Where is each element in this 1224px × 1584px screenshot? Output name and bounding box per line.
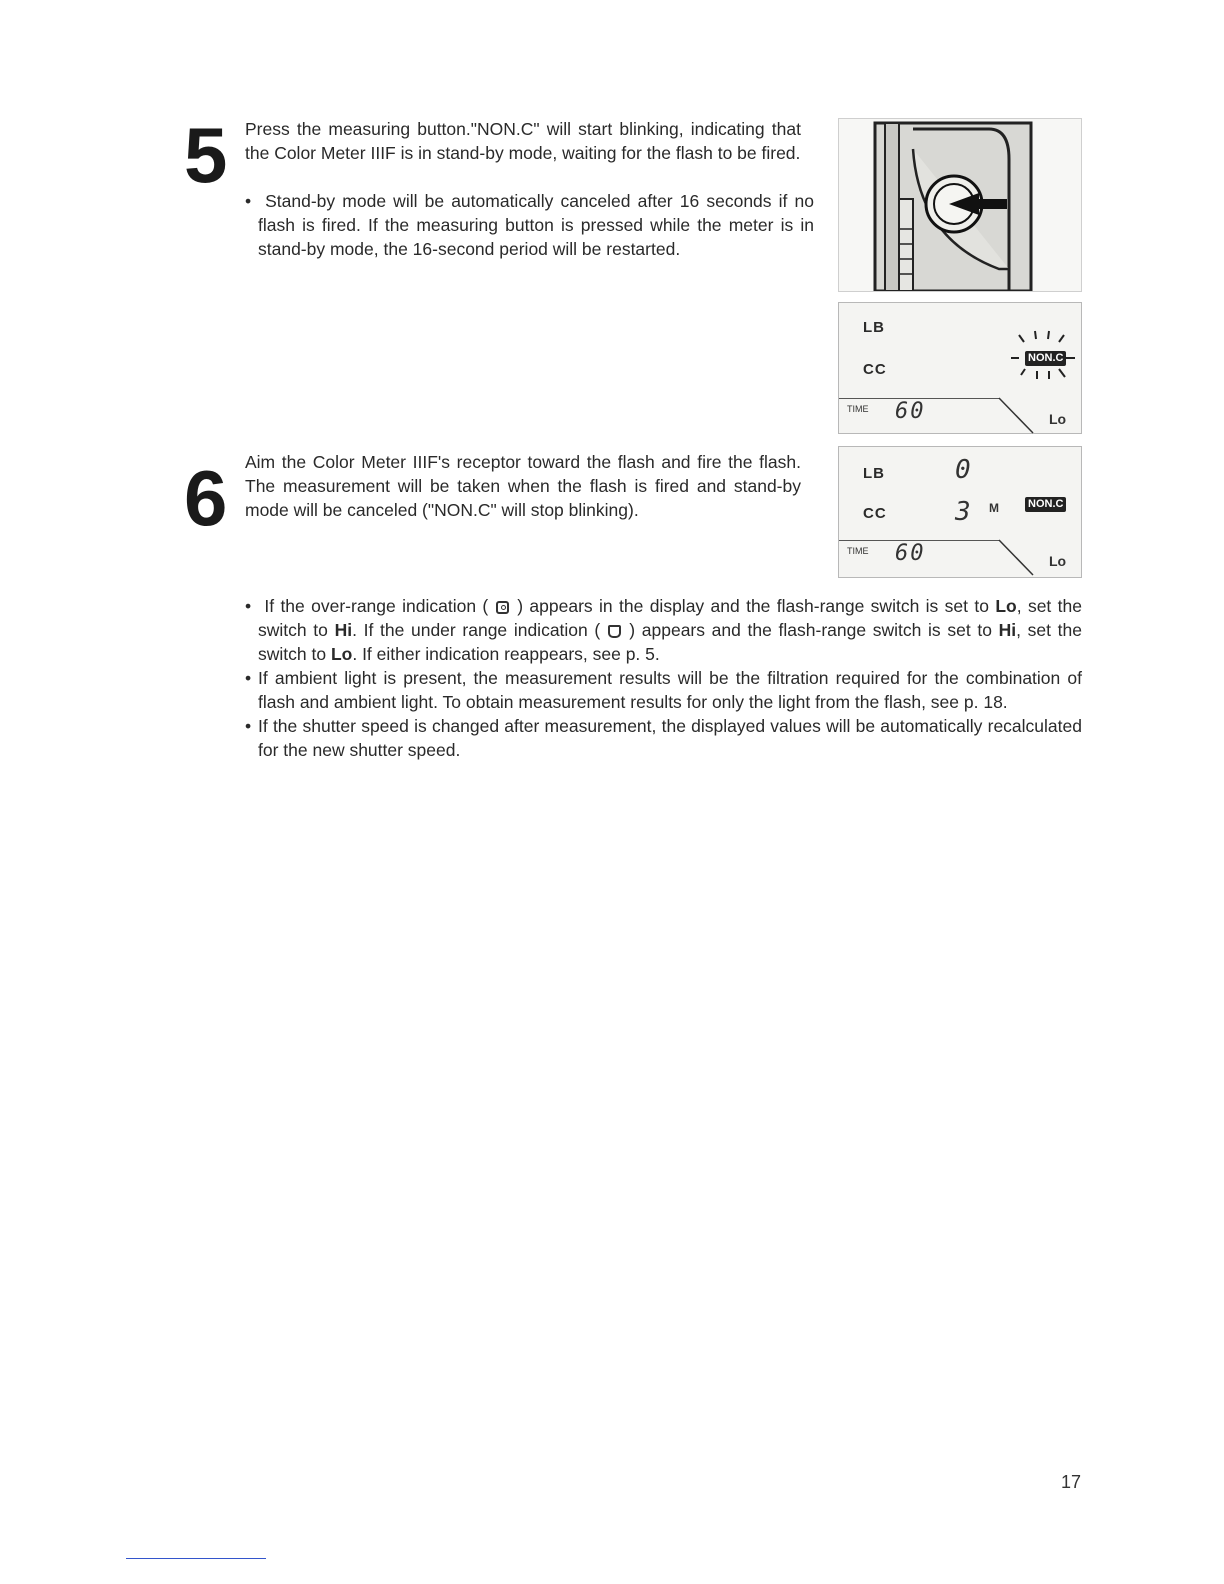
- note-shutter-speed: [245, 714, 1082, 762]
- lcd1-range-slash: [997, 397, 1037, 437]
- note1-hi2: Hi: [998, 620, 1017, 640]
- lcd2-cc-value: 3: [955, 497, 973, 527]
- note1-part-e: ) appears and the flash-range switch is set to: [629, 620, 992, 640]
- lcd1-cc-label: CC: [863, 361, 887, 378]
- step5-intro: Press the measuring button."NON.C" will start blinking, indicating that the Color Meter IIIF is in stand-by mode, waiting for the flash to be fired.: [245, 119, 801, 163]
- notes-list: [245, 594, 1082, 762]
- lcd2-nonc-badge: NON.C: [1025, 497, 1066, 512]
- step5-text: [245, 117, 801, 165]
- meter-body-drawing: [839, 119, 1081, 291]
- lcd2-time-label: TIME: [847, 546, 869, 556]
- lcd2-cc-label: CC: [863, 505, 887, 522]
- step5-bullet-text: Stand-by mode will be automatically canceled after 16 seconds if no flash is fired. If the measuring button is pressed while the meter is in stand-by mode, the 16-second period will be restarted.: [258, 191, 814, 259]
- under-range-icon: [608, 625, 621, 638]
- footer-rule: [126, 1558, 266, 1559]
- step6-intro: Aim the Color Meter IIIF's receptor toward the flash and fire the flash. The measurement will be taken when the flash is fired and stand-by mode will be canceled ("NON.C" will stop blinking).: [245, 452, 801, 520]
- note1-part-c: , set the switch to: [258, 596, 1082, 640]
- lcd-display-standby: [838, 302, 1082, 434]
- page-number: 17: [1061, 1472, 1082, 1492]
- step6-text: [245, 450, 801, 522]
- lcd1-range: Lo: [1049, 411, 1067, 427]
- note1-hi: Hi: [334, 620, 353, 640]
- note1-part-f: , set the switch to: [258, 620, 1082, 664]
- note-ambient-light: [245, 666, 1082, 714]
- over-range-icon: [496, 601, 509, 614]
- note1-part-g: . If either indication reappears, see p. 5.: [352, 644, 660, 664]
- lcd2-cc-unit: M: [989, 501, 999, 515]
- step-number-6: 6: [184, 454, 228, 542]
- note1-part-d: . If the under range indication (: [352, 620, 601, 640]
- lcd2-lb-label: LB: [863, 465, 885, 482]
- lcd2-range-slash: [997, 539, 1037, 579]
- note1-part-a: If the over-range indication (: [264, 596, 489, 616]
- meter-button-illustration: [838, 118, 1082, 292]
- lcd1-lb-label: LB: [863, 319, 885, 336]
- note3-text: If the shutter speed is changed after measurement, the displayed values will be automatically recalculated for the new shutter speed.: [258, 716, 1082, 760]
- lcd1-time-label: TIME: [847, 404, 869, 414]
- lcd1-nonc-badge: NON.C: [1025, 351, 1066, 366]
- step5-bullet: [245, 189, 814, 261]
- lcd2-lb-value: 0: [955, 455, 973, 485]
- note2-text: If ambient light is present, the measurement results will be the filtration required for the combination of flash and ambient light. To obtain measurement results for only the light from the flash, see p. 18.: [258, 668, 1082, 712]
- lcd2-range: Lo: [1049, 553, 1067, 569]
- note1-lo: Lo: [995, 596, 1017, 616]
- note-range-indication: [245, 594, 1082, 666]
- lcd-display-measured: [838, 446, 1082, 578]
- step-number-5: 5: [184, 111, 228, 199]
- lcd1-time-value: 60: [895, 399, 926, 424]
- note1-part-b: ) appears in the display and the flash-range switch is set to: [517, 596, 989, 616]
- note1-lo2: Lo: [330, 644, 353, 664]
- lcd2-time-value: 60: [895, 541, 926, 566]
